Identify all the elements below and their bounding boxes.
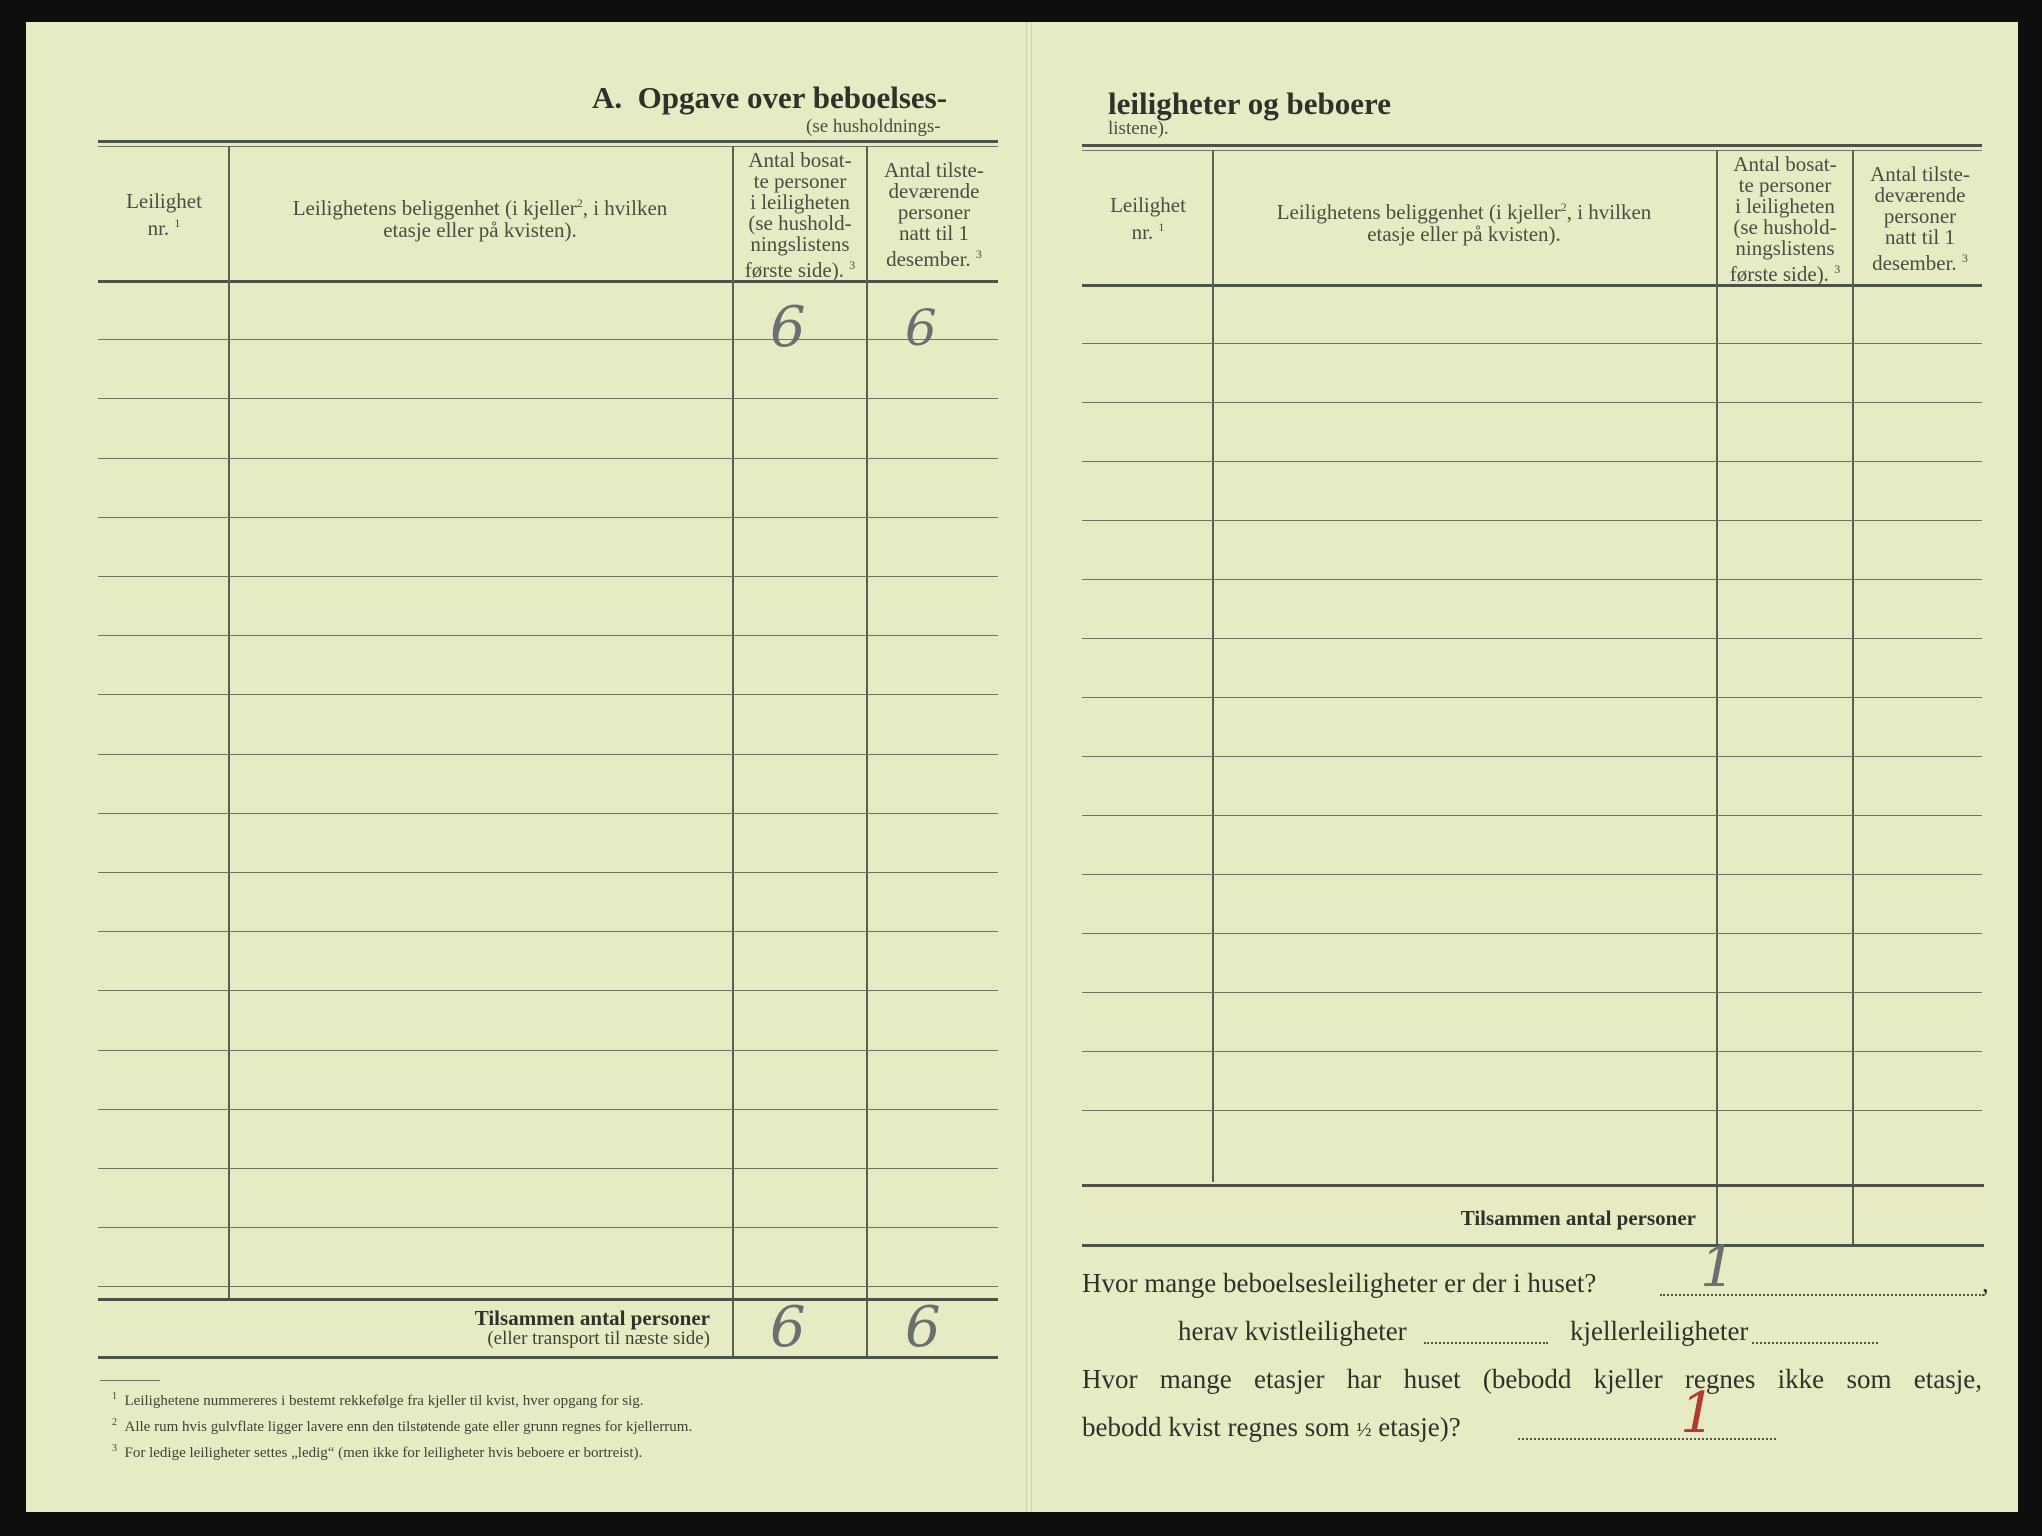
header-line: i leiligheten bbox=[750, 190, 850, 214]
footnote-mark: 2 bbox=[1560, 200, 1567, 214]
table-row-rule bbox=[1082, 1110, 1982, 1111]
footnote-text: For ledige leiligheter settes „ledig“ (men ikke for leiligheter hvis beboere er bortreist). bbox=[124, 1445, 643, 1461]
header-line: natt til 1 bbox=[899, 221, 969, 245]
right-header-top-rule-thin bbox=[1082, 150, 1982, 151]
question-text: etasje)? bbox=[1378, 1412, 1461, 1442]
question-apartments-end: , bbox=[1982, 1268, 1989, 1298]
table-row-rule bbox=[1082, 815, 1982, 816]
left-col-header-nr bbox=[100, 190, 228, 239]
footnote-number: 1 bbox=[112, 1391, 117, 1402]
footnote bbox=[112, 1412, 692, 1438]
header-line-text: første side). bbox=[744, 258, 844, 282]
table-row-rule bbox=[98, 1227, 998, 1228]
left-subtitle: (se husholdnings- bbox=[806, 116, 941, 137]
header-line: te personer bbox=[753, 169, 847, 193]
left-title bbox=[592, 80, 947, 116]
question-text: bebodd kvist regnes som bbox=[1082, 1412, 1350, 1442]
table-row-rule bbox=[1082, 520, 1982, 521]
table-row-rule bbox=[98, 1168, 998, 1169]
table-row-rule bbox=[1082, 756, 1982, 757]
table-row-rule bbox=[98, 1286, 998, 1287]
question-apartments: Hvor mange beboelsesleiligheter er der i huset? bbox=[1082, 1268, 1597, 1298]
table-row-rule bbox=[1082, 697, 1982, 698]
footnote-mark: 1 bbox=[1158, 220, 1165, 234]
header-line: te personer bbox=[1738, 173, 1832, 197]
table-row-rule bbox=[98, 694, 998, 695]
fraction-half: ½ bbox=[1356, 1419, 1372, 1441]
header-line: etasje eller på kvisten). bbox=[1367, 222, 1561, 246]
footnote-mark: 1 bbox=[174, 216, 181, 230]
table-row-rule bbox=[1082, 992, 1982, 993]
header-line bbox=[870, 244, 998, 270]
right-header-top-rule bbox=[1082, 144, 1982, 147]
question-floors: Hvor mange etasjer har huset (bebodd kjeller regnes ikke som etasje, bbox=[1082, 1364, 1982, 1394]
table-row-rule bbox=[1082, 402, 1982, 403]
left-col-header-location bbox=[232, 192, 728, 241]
table-row-rule bbox=[98, 754, 998, 755]
left-total-resident: 6 bbox=[770, 1295, 806, 1360]
table-row-rule bbox=[98, 931, 998, 932]
table-row-rule bbox=[98, 1109, 998, 1110]
header-line: Leilighet bbox=[126, 189, 202, 213]
header-line: Antal bosat- bbox=[1733, 152, 1837, 176]
right-total-bottom-rule bbox=[1082, 1244, 1984, 1247]
header-line: (se hushold- bbox=[748, 211, 852, 235]
question-basement-apartments: kjellerleiligheter bbox=[1570, 1316, 1749, 1346]
table-row-rule bbox=[98, 1050, 998, 1051]
footnote-text: Alle rum hvis gulvflate ligger lavere enn den tilstøtende gate eller grunn regnes for kjellerrum. bbox=[124, 1419, 693, 1435]
table-row-rule bbox=[1082, 1051, 1982, 1052]
answer-line-floors bbox=[1518, 1438, 1776, 1440]
left-total-label: Tilsammen antal personer bbox=[474, 1306, 710, 1330]
left-total-present: 6 bbox=[905, 1295, 941, 1360]
left-entry-present-count: 6 bbox=[905, 299, 937, 357]
answer-line-basement bbox=[1752, 1342, 1878, 1344]
header-line bbox=[1856, 248, 1984, 274]
left-col-divider-1 bbox=[228, 146, 230, 1298]
header-line: Leilighet bbox=[1110, 193, 1186, 217]
footnote-mark: 3 bbox=[1961, 251, 1968, 265]
right-title: leiligheter og beboere bbox=[1108, 86, 1391, 121]
table-row-rule bbox=[98, 990, 998, 991]
right-total-top-rule bbox=[1082, 1184, 1984, 1187]
left-col-header-resident bbox=[736, 150, 864, 281]
right-col-header-location bbox=[1216, 196, 1712, 245]
left-col-divider-3 bbox=[866, 146, 868, 1356]
header-line bbox=[1720, 259, 1850, 285]
footnotes bbox=[112, 1386, 692, 1464]
table-row-rule bbox=[1082, 461, 1982, 462]
header-line: personer bbox=[1883, 204, 1957, 228]
title-text: Opgave over beboelses- bbox=[637, 80, 948, 115]
answer-floors: 1 bbox=[1680, 1381, 1716, 1446]
right-total-label: Tilsammen antal personer bbox=[1460, 1206, 1696, 1230]
header-line: , i hvilken bbox=[582, 196, 668, 220]
table-row-rule bbox=[98, 576, 998, 577]
footnote-number: 3 bbox=[112, 1443, 117, 1454]
footnote bbox=[112, 1386, 692, 1412]
page-fold bbox=[1026, 22, 1032, 1512]
table-row-rule bbox=[98, 458, 998, 459]
footnote-mark: 3 bbox=[1834, 262, 1841, 276]
header-line bbox=[736, 255, 864, 281]
footnote bbox=[112, 1438, 692, 1464]
right-col-divider-1 bbox=[1212, 150, 1214, 1182]
right-col-header-nr bbox=[1084, 194, 1212, 243]
table-row-rule bbox=[1082, 343, 1982, 344]
header-line: Leilighetens beliggenhet (i kjeller bbox=[1276, 200, 1561, 224]
table-row-rule bbox=[1082, 579, 1982, 580]
answer-apartments: 1 bbox=[1700, 1235, 1736, 1300]
left-col-divider-2 bbox=[732, 146, 734, 1356]
header-line: Antal bosat- bbox=[748, 148, 852, 172]
footnote-mark: 3 bbox=[975, 247, 982, 261]
left-header-top-rule-thin bbox=[98, 146, 998, 147]
right-col-header-present bbox=[1856, 164, 1984, 274]
table-row-rule bbox=[98, 517, 998, 518]
left-total-bottom-rule bbox=[98, 1356, 998, 1359]
footnote-rule bbox=[100, 1380, 160, 1381]
left-entry-resident-count: 6 bbox=[770, 295, 806, 360]
footnote-number: 2 bbox=[112, 1417, 117, 1428]
header-line: nr. bbox=[1131, 220, 1154, 244]
footnote-mark: 3 bbox=[849, 258, 856, 272]
header-line: (se hushold- bbox=[1733, 215, 1837, 239]
header-line-text: desember. bbox=[1872, 251, 1957, 275]
left-total-sublabel: (eller transport til næste side) bbox=[487, 1328, 710, 1349]
header-line: Antal tilste- bbox=[1870, 162, 1970, 186]
question-attic-apartments: herav kvistleiligheter bbox=[1178, 1316, 1407, 1346]
right-subtitle: listene). bbox=[1108, 118, 1169, 139]
header-line: deværende bbox=[888, 179, 980, 203]
left-col-header-present bbox=[870, 160, 998, 270]
left-header-top-rule bbox=[98, 140, 998, 143]
header-line: ningslistens bbox=[1735, 236, 1835, 260]
header-line: etasje eller på kvisten). bbox=[383, 218, 577, 242]
table-row-rule bbox=[1082, 933, 1982, 934]
table-row-rule bbox=[98, 872, 998, 873]
footnote-mark: 2 bbox=[576, 196, 583, 210]
table-row-rule bbox=[98, 813, 998, 814]
table-row-rule bbox=[98, 635, 998, 636]
footnote-text: Leilighetene nummereres i bestemt rekkefølge fra kjeller til kvist, hver opgang for sig. bbox=[124, 1393, 644, 1409]
right-col-header-resident bbox=[1720, 154, 1850, 285]
header-line-text: første side). bbox=[1729, 262, 1829, 286]
header-line: personer bbox=[897, 200, 971, 224]
question-floors-line2 bbox=[1082, 1412, 1461, 1443]
header-line-text: desember. bbox=[886, 247, 971, 271]
header-line: natt til 1 bbox=[1885, 225, 1955, 249]
header-line: ningslistens bbox=[750, 232, 850, 256]
table-row-rule bbox=[98, 398, 998, 399]
header-line: nr. bbox=[147, 216, 170, 240]
header-line: Antal tilste- bbox=[884, 158, 984, 182]
table-row-rule bbox=[1082, 874, 1982, 875]
title-letter: A. bbox=[592, 80, 623, 115]
table-row-rule bbox=[1082, 638, 1982, 639]
header-line: Leilighetens beliggenhet (i kjeller bbox=[292, 196, 577, 220]
answer-line-attic bbox=[1424, 1342, 1548, 1344]
table-row-rule bbox=[98, 339, 998, 340]
header-line: i leiligheten bbox=[1735, 194, 1835, 218]
header-line: deværende bbox=[1874, 183, 1966, 207]
left-total-top-rule bbox=[98, 1298, 998, 1301]
header-line: , i hvilken bbox=[1566, 200, 1652, 224]
